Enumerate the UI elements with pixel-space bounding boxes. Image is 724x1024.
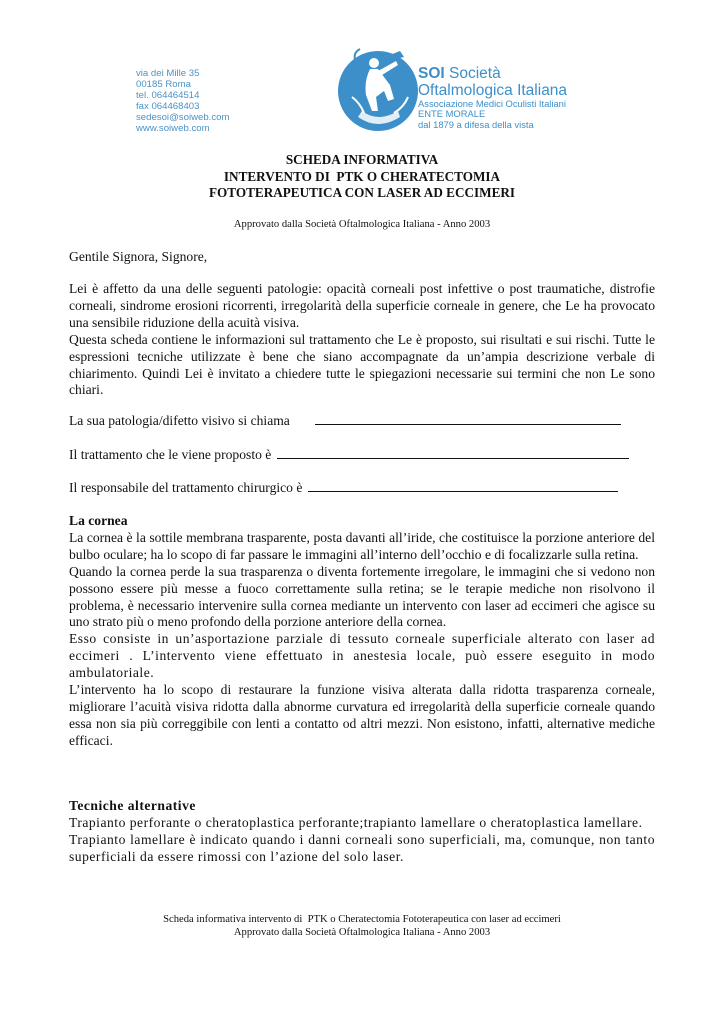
address-email: sedesoi@soiweb.com [136,111,230,123]
document-title [0,152,724,202]
treatment-blank-line[interactable] [277,447,629,459]
treatment-field [69,447,629,463]
pathology-field [69,413,621,429]
address-tel: tel. 064464514 [136,89,200,101]
alternatives-section [69,798,655,866]
address-city: 00185 Roma [136,78,191,90]
cornea-section [69,513,655,750]
responsible-label: Il responsabile del trattamento chirurgico è [69,480,303,495]
brand-block [418,65,567,130]
address-block [136,69,229,134]
pathology-label: La sua patologia/difetto visivo si chiama [69,413,290,428]
treatment-label: Il trattamento che le viene proposto è [69,447,272,462]
brand-title [418,65,567,82]
footer-line1: Scheda informativa intervento di PTK o Cheratectomia Fototerapeutica con laser ad eccimeri [163,914,561,925]
address-fax: fax 064468403 [136,100,200,112]
brand-association: Associazione Medici Oculisti Italiani [418,98,566,109]
alternatives-heading: Tecniche alternative [69,798,196,813]
cornea-heading: La cornea [69,513,128,528]
brand-word2: Oftalmologica Italiana [418,82,568,99]
brand-word1: Società [449,65,501,82]
alternatives-paragraph-1: Trapianto perforante o cheratoplastica perforante;trapianto lamellare o cheratoplastica lamellare. [69,814,643,830]
pathology-blank-line[interactable] [315,413,621,425]
page-footer [0,913,724,939]
cornea-paragraph-3: Esso consiste in un’asportazione parziale di tessuto corneale superficiale alterato con laser ad eccimeri . L’intervento viene effettuato in anestesia locale, può essere eseguito in modo ambulatoriale. [69,631,655,681]
approval-note: Approvato dalla Società Oftalmologica Italiana - Anno 2003 [233,219,491,230]
address-website: www.soiweb.com [136,122,210,134]
brand-ente-morale: ENTE MORALE [418,108,486,120]
responsible-blank-line[interactable] [308,480,618,492]
responsible-field [69,480,618,496]
intro-paragraph-1: Lei è affetto da una delle seguenti patologie: opacità corneali post infettive o post traumatiche, distrofie corneali, sindrome erosioni ricorrenti, irregolarità della superficie corneale in genere, che Le ha provocato una sensibile riduzione della acuità visiva. [69,281,655,330]
alternatives-paragraph-2: Trapianto lamellare è indicato quando i danni corneali sono superficiali, ma, comunque, non tanto superficiali da essere rimossi con l’azione del solo laser. [69,831,655,864]
brand-abbr: SOI [418,65,445,82]
cornea-paragraph-1: La cornea è la sottile membrana trasparente, posta davanti all’iride, che costituisce la porzione anteriore del bulbo oculare; ha lo scopo di far passare le immagini all’interno dell’occhio e di focalizzarle sulla retina. [69,529,655,562]
soi-emblem-icon [334,41,418,136]
brand-since: dal 1879 a difesa della vista [418,118,534,130]
footer-line2: Approvato dalla Società Oftalmologica Italiana - Anno 2003 [233,927,491,938]
title-line2: INTERVENTO DI PTK O CHERATECTOMIA [223,168,501,184]
title-line1: SCHEDA INFORMATIVA [285,152,439,167]
intro-section [69,281,655,399]
cornea-paragraph-4: L’intervento ha lo scopo di restaurare la funzione visiva alterata dalla ridotta trasparenza corneale, migliorare l’acuità visiva ridotta dalla abnorme curvatura ed irregolarità della superficie corneale quando essa non sia più correggibile con lenti a contatto od altri mezzi. Non esistono, infatti, alternative mediche efficaci. [69,682,655,748]
cornea-paragraph-2: Quando la cornea perde la sua trasparenza o diventa fortemente irregolare, le immagini che si vedono non possono essere più messe a fuoco correttamente sulla retina; se le terapie mediche non risolvono il problema, è necessario intervenire sulla cornea mediante un intervento con laser ad eccimeri che agisce su uno strato più o meno profondo della porzione anteriore della cornea. [69,563,655,630]
address-street: via dei Mille 35 [136,68,200,79]
title-line3: FOTOTERAPEUTICA CON LASER AD ECCIMERI [208,185,516,200]
intro-paragraph-2: Questa scheda contiene le informazioni sul trattamento che Le è proposto, sui risultati e sui rischi. Tutte le espressioni tecniche utilizzate è bene che siano accompagnate da un’ampia descrizione verbale di chiarimento. Quindi Lei è invitato a chiedere tutte le spiegazioni necessarie sui termini che non Le sono chiari. [69,331,655,398]
greeting: Gentile Signora, Signore, [69,249,208,264]
